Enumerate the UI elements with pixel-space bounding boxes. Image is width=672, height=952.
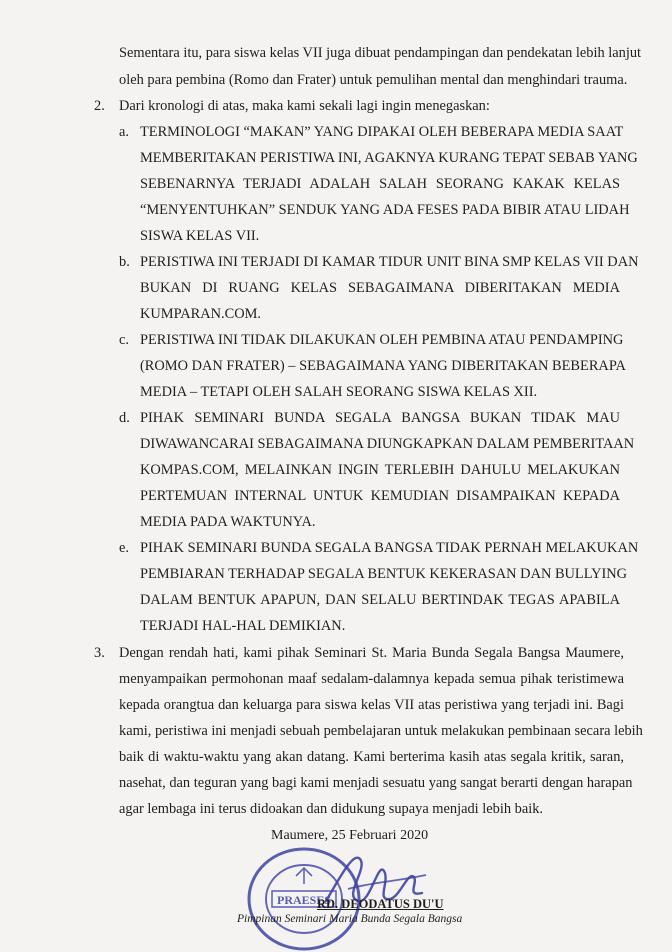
subitem-a-line-5: SISWA KELAS VII. [140, 228, 260, 244]
item-2-number: 2. [94, 98, 105, 114]
intro-line-1: Sementara itu, para siswa kelas VII juga dibuat pendampingan dan pendekatan lebih lanjut [119, 45, 642, 61]
signatory-title: Pimpinan Seminari Maria Bunda Segala Bangsa [237, 913, 463, 925]
subitem-e-line-2: PEMBIARAN TERHADAP SEGALA BENTUK KEKERASAN DAN BULLYING [140, 566, 628, 582]
item-2-line-1: Dari kronologi di atas, maka kami sekali lagi ingin menegaskan: [119, 98, 490, 114]
subitem-a-line-1: TERMINOLOGI “MAKAN” YANG DIPAKAI OLEH BEBERAPA MEDIA SAAT [140, 124, 624, 140]
subitem-c-line-2: (ROMO DAN FRATER) – SEBAGAIMANA YANG DIBERITAKAN BEBERAPA [140, 358, 626, 374]
signatory-name: RD. DEODATUS DU'U [317, 897, 444, 911]
item-3-number: 3. [94, 645, 105, 661]
subitem-a-line-2: MEMBERITAKAN PERISTIWA INI, AGAKNYA KURANG TEPAT SEBAB YANG [140, 150, 638, 166]
subitem-d-line-4: PERTEMUAN INTERNAL UNTUK KEMUDIAN DISAMPAIKAN KEPADA [140, 488, 620, 504]
subitem-d-line-3: KOMPAS.COM, MELAINKAN INGIN TERLEBIH DAHULU MELAKUKAN [140, 462, 620, 478]
subitem-d-line-5: MEDIA PADA WAKTUNYA. [140, 514, 316, 530]
item-3-line-3: kepada orangtua dan keluarga para siswa kelas VII atas peristiwa yang terjadi ini. Bagi [119, 697, 624, 713]
subitem-b-line-2: BUKAN DI RUANG KELAS SEBAGAIMANA DIBERITAKAN MEDIA [140, 280, 620, 296]
item-3-line-2: menyampaikan permohonan maaf sedalam-dalamnya kepada semua pihak teristimewa [119, 671, 624, 687]
subitem-d-letter: d. [119, 410, 130, 426]
subitem-d-line-1: PIHAK SEMINARI BUNDA SEGALA BANGSA BUKAN TIDAK MAU [140, 410, 620, 426]
intro-line-2: oleh para pembina (Romo dan Frater) untuk pemulihan mental dan menghindari trauma. [119, 72, 628, 88]
item-3-line-4: kami, peristiwa ini menjadi sebuah pembelajaran untuk melakukan pembinaan secara lebih [119, 723, 643, 739]
subitem-e-line-3: DALAM BENTUK APAPUN, DAN SELALU BERTINDAK TEGAS APABILA [140, 592, 620, 608]
subitem-b-line-1: PERISTIWA INI TERJADI DI KAMAR TIDUR UNIT BINA SMP KELAS VII DAN [140, 254, 639, 270]
stamp-center-text: PRAESES [276, 893, 332, 907]
subitem-b-letter: b. [119, 254, 130, 270]
subitem-e-line-1: PIHAK SEMINARI BUNDA SEGALA BANGSA TIDAK PERNAH MELAKUKAN [140, 540, 639, 556]
subitem-a-letter: a. [119, 124, 129, 140]
subitem-d-line-2: DIWAWANCARAI SEBAGAIMANA DIUNGKAPKAN DALAM PEMBERITAAN [140, 436, 635, 452]
signature-date: Maumere, 25 Februari 2020 [271, 828, 429, 843]
item-3-line-6: nasehat, dan teguran yang bagi kami menjadi sesuatu yang sangat berarti dengan harapan [119, 775, 633, 791]
subitem-a-line-4: “MENYENTUHKAN” SENDUK YANG ADA FESES PADA BIBIR ATAU LIDAH [140, 202, 630, 218]
item-3-line-5: baik di waktu-waktu yang akan datang. Kami berterima kasih atas segala kritik, saran, [119, 749, 624, 765]
subitem-e-letter: e. [119, 540, 129, 556]
item-3-line-7: agar lembaga ini terus didoakan dan didukung supaya menjadi lebih baik. [119, 801, 544, 817]
subitem-b-line-3: KUMPARAN.COM. [140, 306, 262, 322]
item-3-line-1: Dengan rendah hati, kami pihak Seminari St. Maria Bunda Segala Bangsa Maumere, [119, 645, 624, 661]
subitem-a-line-3: SEBENARNYA TERJADI ADALAH SALAH SEORANG KAKAK KELAS [140, 176, 620, 192]
subitem-c-line-3: MEDIA – TETAPI OLEH SALAH SEORANG SISWA KELAS XII. [140, 384, 538, 400]
subitem-e-line-4: TERJADI HAL-HAL DEMIKIAN. [140, 618, 346, 634]
subitem-c-letter: c. [119, 332, 129, 348]
subitem-c-line-1: PERISTIWA INI TIDAK DILAKUKAN OLEH PEMBINA ATAU PENDAMPING [140, 332, 624, 348]
